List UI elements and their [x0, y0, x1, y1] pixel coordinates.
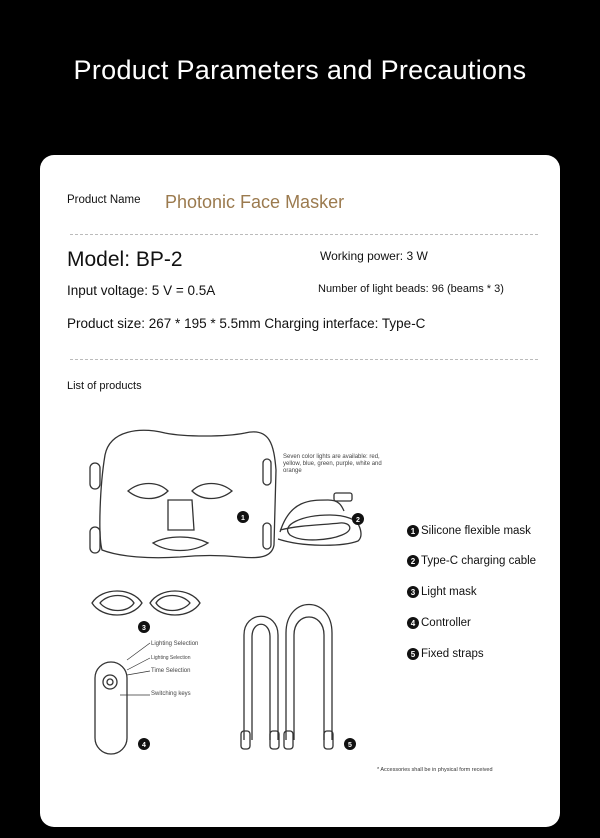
controller-label: Time Selection	[151, 668, 191, 674]
light-beads: Number of light beads: 96 (beams * 3)	[318, 283, 504, 295]
product-name-label: Product Name	[67, 194, 141, 206]
list-item: 3 Light mask	[407, 586, 477, 598]
list-item: 4 Controller	[407, 617, 471, 629]
working-power: Working power: 3 W	[320, 249, 428, 263]
controller-label: Switching keys	[151, 691, 191, 697]
controller-illustration	[95, 662, 127, 754]
callout-4-label: 4	[142, 742, 146, 749]
product-name-value: Photonic Face Masker	[165, 192, 345, 212]
strap-right	[286, 605, 332, 741]
mask-ear-top	[263, 459, 271, 485]
eye-left	[128, 484, 168, 499]
size-and-interface: Product size: 267 * 195 * 5.5mm Charging interface: Type-C	[67, 316, 426, 331]
callout-5-label: 5	[348, 742, 352, 749]
model: Model: BP-2	[67, 248, 183, 271]
charging-cable	[280, 515, 358, 540]
nose-cutout	[168, 500, 194, 530]
controller-label: Lighting Selection	[151, 655, 191, 661]
list-item: 5 Fixed straps	[407, 648, 484, 660]
input-voltage: Input voltage: 5 V = 0.5A	[67, 283, 216, 298]
type-c-plug	[334, 493, 352, 501]
controller-label: Lighting Selection	[151, 641, 199, 647]
parameters-card	[40, 155, 560, 827]
list-item: 1 Silicone flexible mask	[407, 525, 531, 537]
list-item: 2 Type-C charging cable	[407, 555, 536, 567]
mask-ear-right	[90, 527, 100, 553]
face-mask-illustration	[100, 430, 276, 557]
eye-pad-right	[150, 591, 200, 615]
callout-1-label: 1	[241, 515, 245, 522]
footnote: * Accessories shall be in physical form received	[377, 767, 493, 773]
mask-ear-bottom	[263, 523, 271, 549]
page-title: Product Parameters and Precautions	[73, 55, 527, 85]
product-diagram	[40, 155, 560, 827]
list-title: List of products	[67, 380, 142, 392]
callout-3-label: 3	[142, 625, 146, 632]
mouth-cutout	[153, 537, 208, 551]
eye-right	[192, 484, 232, 499]
callout-2-label: 2	[356, 517, 360, 524]
color-note: Seven color lights are available: red, yellow, blue, green, purple, white and orange	[283, 454, 382, 474]
mask-ear-left	[90, 463, 100, 489]
strap-left	[244, 616, 278, 740]
